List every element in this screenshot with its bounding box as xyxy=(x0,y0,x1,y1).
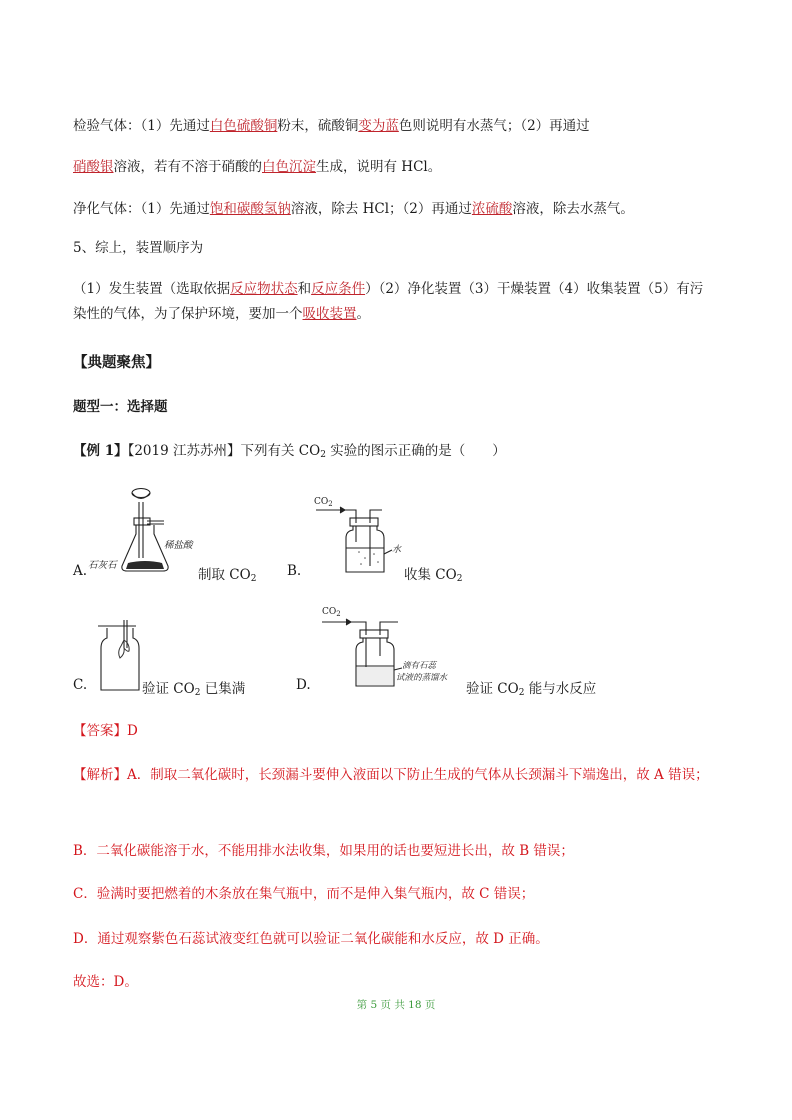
summary-line-2: 染性的气体，为了保护环境，要加一个吸收装置。 xyxy=(73,306,370,322)
option-c-letter: C. xyxy=(73,677,88,693)
option-a-fig-right-label: 稀盐酸 xyxy=(164,540,193,551)
analysis-a: 【解析】A．制取二氧化碳时，长颈漏斗要伸入液面以下防止生成的气体从长颈漏斗下端逸出，故 A 错误； xyxy=(73,767,709,783)
option-d-apparatus-figure xyxy=(318,602,468,694)
option-c-caption: 验证 $CO_2$ 已集满 xyxy=(142,681,246,698)
blank-absorption-device: 吸收装置 xyxy=(302,306,357,322)
blank-conc-sulfuric-acid: 浓硫酸 xyxy=(471,201,513,217)
option-d-fig-co2-label: $CO_2$ xyxy=(322,607,341,618)
blank-reaction-condition: 反应条件 xyxy=(311,281,366,297)
option-b-caption: 收集 $CO_2$ xyxy=(404,567,463,584)
option-a-apparatus-figure xyxy=(88,480,202,582)
example-stem: 【例 1】【2019 江苏苏州】下列有关 $CO_2$ 实验的图示正确的是（ ） xyxy=(73,443,506,460)
detect-gas-line-1: 检验气体：（1）先通过白色硫酸铜粉末，硫酸铜变为蓝色则说明有水蒸气；（2）再通过 xyxy=(73,118,590,134)
option-d-fig-note-1: 滴有石蕊 xyxy=(402,661,437,671)
answer: 【答案】D xyxy=(73,723,138,739)
option-a-caption: 制取 $CO_2$ xyxy=(198,567,257,584)
option-c-apparatus-figure xyxy=(96,618,146,694)
question-type: 题型一：选择题 xyxy=(73,399,168,415)
analysis-choice: 故选：D。 xyxy=(73,974,138,990)
option-a-letter: A. xyxy=(73,563,88,579)
analysis-c: C．验满时要把燃着的木条放在集气瓶中，而不是伸入集气瓶内，故 C 错误； xyxy=(73,886,535,902)
example-label: 【例 1】 xyxy=(73,443,128,459)
option-b-fig-water-label: 水 xyxy=(392,545,402,555)
option-b-apparatus-figure xyxy=(312,490,404,580)
blank-sodium-bicarbonate: 饱和碳酸氢钠 xyxy=(209,201,291,217)
blank-reactant-state: 反应物状态 xyxy=(230,281,298,297)
blank-white-precipitate: 白色沉淀 xyxy=(262,159,316,175)
summary-line-1: （1）发生装置（选取依据反应物状态和反应条件）（2）净化装置（3）干燥装置（4）收集装置（5）有污 xyxy=(73,281,704,297)
option-a-fig-left-label: 石灰石 xyxy=(88,560,117,571)
blank-silver-nitrate: 硝酸银 xyxy=(73,159,114,175)
summary-title: 5、综上，装置顺序为 xyxy=(73,240,204,256)
detect-gas-line-2: 硝酸银溶液，若有不溶于硝酸的白色沉淀生成，说明有 HCl。 xyxy=(73,159,442,175)
analysis-d: D．通过观察紫色石蕊试液变红色就可以验证二氧化碳能和水反应，故 D 正确。 xyxy=(73,931,549,947)
option-d-caption: 验证 $CO_2$ 能与水反应 xyxy=(466,681,597,698)
example-source: 【2019 江苏苏州】 xyxy=(127,443,241,459)
section-title: 【典题聚焦】 xyxy=(73,354,160,371)
analysis-b: B．二氧化碳能溶于水，不能用排水法收集，如果用的话也要短进长出，故 B 错误； xyxy=(73,843,574,859)
option-d-fig-note-2: 试液的蒸馏水 xyxy=(396,673,448,683)
blank-white-copper-sulfate: 白色硫酸铜 xyxy=(209,118,278,134)
option-b-fig-co2-label: $CO_2$ xyxy=(314,497,333,508)
page-footer: 第 5 页 共 18 页 xyxy=(356,999,436,1011)
option-b-letter: B. xyxy=(287,563,302,579)
purify-gas-line: 净化气体：（1）先通过饱和碳酸氢钠溶液，除去 HCl；（2）再通过浓硫酸溶液，除去水蒸气。 xyxy=(73,201,634,217)
option-d-letter: D. xyxy=(296,677,311,693)
blank-turn-blue: 变为蓝 xyxy=(358,118,399,134)
